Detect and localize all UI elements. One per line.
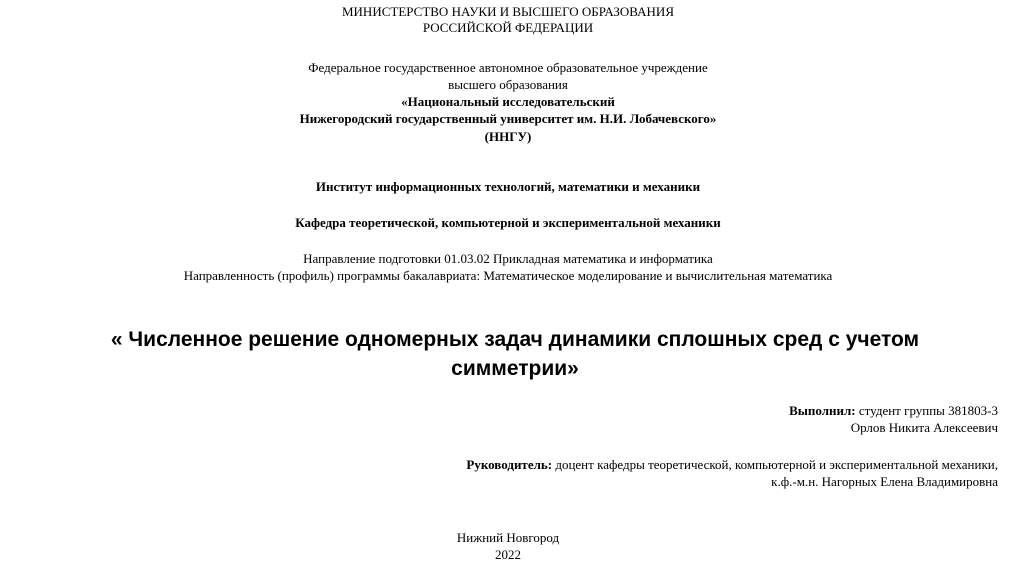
university-abbreviation: (ННГУ) xyxy=(484,129,532,144)
author-line xyxy=(789,403,998,419)
institution-line-2: высшего образования xyxy=(448,77,568,92)
author-name: Орлов Никита Алексеевич xyxy=(850,420,998,435)
footer-city: Нижний Новгород xyxy=(456,530,560,545)
author-label: Выполнил: xyxy=(789,403,856,418)
work-title-line-1: « Численное решение одномерных задач динамики сплошных сред с учетом xyxy=(110,328,920,351)
supervisor-name: к.ф.-м.н. Нагорных Елена Владимировна xyxy=(771,474,998,489)
supervisor-role: доцент кафедры теоретической, компьютерной и экспериментальной механики, xyxy=(552,457,998,472)
program-profile: Направленность (профиль) программы бакалавриата: Математическое моделирование и вычислительная математика xyxy=(183,268,833,283)
ministry-line-1: МИНИСТЕРСТВО НАУКИ И ВЫСШЕГО ОБРАЗОВАНИЯ xyxy=(341,4,674,19)
department-name: Кафедра теоретической, компьютерной и экспериментальной механики xyxy=(295,215,721,230)
supervisor-line xyxy=(466,457,998,473)
author-role: студент группы 381803-3 xyxy=(855,403,998,418)
work-title-line-2: симметрии» xyxy=(451,357,579,380)
institution-line-1: Федеральное государственное автономное образовательное учреждение xyxy=(308,60,708,75)
university-line-1: «Национальный исследовательский xyxy=(401,94,615,109)
institute-name: Институт информационных технологий, математики и механики xyxy=(315,179,701,194)
footer-year: 2022 xyxy=(495,547,521,562)
university-line-2: Нижегородский государственный университет им. Н.И. Лобачевского» xyxy=(299,111,717,126)
ministry-line-2: РОССИЙСКОЙ ФЕДЕРАЦИИ xyxy=(422,20,594,35)
supervisor-label: Руководитель: xyxy=(466,457,553,472)
program-direction: Направление подготовки 01.03.02 Прикладная математика и информатика xyxy=(303,251,713,266)
